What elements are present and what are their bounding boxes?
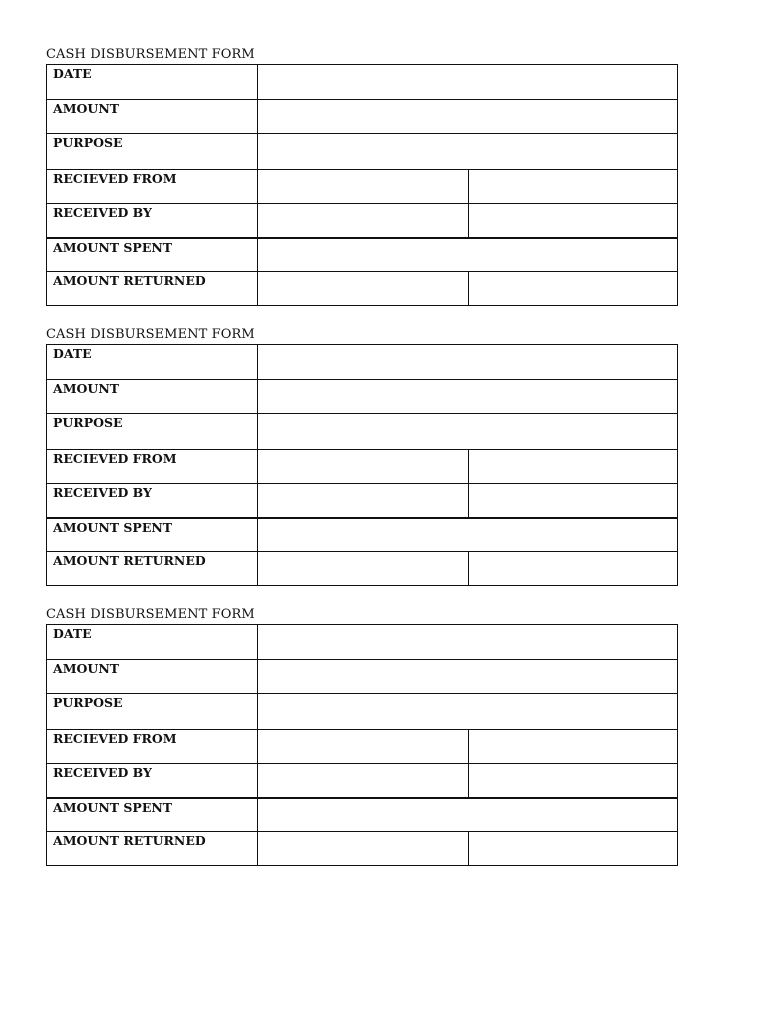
- row-amount-returned: [47, 831, 677, 865]
- row-received-by: [47, 483, 677, 517]
- date-field[interactable]: [258, 345, 677, 379]
- purpose-label: PURPOSE: [47, 414, 258, 449]
- purpose-field[interactable]: [258, 414, 677, 449]
- form-title: CASH DISBURSEMENT FORM: [46, 607, 255, 622]
- amount-label: AMOUNT: [47, 100, 258, 133]
- amount-spent-field[interactable]: [258, 519, 677, 551]
- purpose-label: PURPOSE: [47, 694, 258, 729]
- row-amount: [47, 99, 677, 133]
- amount-label: AMOUNT: [47, 380, 258, 413]
- row-received-from: [47, 449, 677, 483]
- received-from-field-2[interactable]: [468, 450, 677, 483]
- amount-returned-field-2[interactable]: [468, 552, 677, 585]
- row-amount-returned: [47, 271, 677, 305]
- amount-field[interactable]: [258, 380, 677, 413]
- row-date: [47, 625, 677, 659]
- amount-spent-label: AMOUNT SPENT: [47, 239, 258, 271]
- received-from-field-1[interactable]: [258, 170, 468, 203]
- received-from-field-2[interactable]: [468, 170, 677, 203]
- received-by-field-1[interactable]: [258, 204, 468, 237]
- amount-spent-field[interactable]: [258, 239, 677, 271]
- received-from-label: RECIEVED FROM: [47, 170, 258, 203]
- amount-returned-field-2[interactable]: [468, 272, 677, 305]
- row-received-by: [47, 763, 677, 797]
- amount-returned-label: AMOUNT RETURNED: [47, 272, 258, 305]
- row-amount-spent: [47, 237, 677, 271]
- date-field[interactable]: [258, 65, 677, 99]
- amount-returned-field-2[interactable]: [468, 832, 677, 865]
- received-by-field-2[interactable]: [468, 764, 677, 797]
- amount-returned-field-1[interactable]: [258, 832, 468, 865]
- cash-disbursement-form-2: [46, 326, 678, 586]
- received-by-field-2[interactable]: [468, 204, 677, 237]
- amount-field[interactable]: [258, 100, 677, 133]
- row-amount-returned: [47, 551, 677, 585]
- date-label: DATE: [47, 625, 258, 659]
- amount-field[interactable]: [258, 660, 677, 693]
- row-amount: [47, 659, 677, 693]
- row-purpose: [47, 693, 677, 729]
- amount-returned-label: AMOUNT RETURNED: [47, 552, 258, 585]
- form-table: [46, 64, 678, 306]
- amount-spent-label: AMOUNT SPENT: [47, 799, 258, 831]
- cash-disbursement-form-1: [46, 46, 678, 306]
- received-by-field-2[interactable]: [468, 484, 677, 517]
- amount-spent-field[interactable]: [258, 799, 677, 831]
- received-from-field-2[interactable]: [468, 730, 677, 763]
- date-field[interactable]: [258, 625, 677, 659]
- cash-disbursement-form-3: [46, 606, 678, 866]
- amount-spent-label: AMOUNT SPENT: [47, 519, 258, 551]
- row-amount-spent: [47, 517, 677, 551]
- received-from-label: RECIEVED FROM: [47, 450, 258, 483]
- row-purpose: [47, 133, 677, 169]
- received-from-field-1[interactable]: [258, 730, 468, 763]
- received-from-field-1[interactable]: [258, 450, 468, 483]
- received-by-field-1[interactable]: [258, 764, 468, 797]
- form-title: CASH DISBURSEMENT FORM: [46, 327, 255, 342]
- form-table: [46, 624, 678, 866]
- received-by-label: RECEIVED BY: [47, 484, 258, 517]
- row-received-from: [47, 729, 677, 763]
- received-by-label: RECEIVED BY: [47, 204, 258, 237]
- row-date: [47, 65, 677, 99]
- amount-label: AMOUNT: [47, 660, 258, 693]
- row-received-from: [47, 169, 677, 203]
- received-by-label: RECEIVED BY: [47, 764, 258, 797]
- date-label: DATE: [47, 345, 258, 379]
- row-amount-spent: [47, 797, 677, 831]
- received-from-label: RECIEVED FROM: [47, 730, 258, 763]
- form-table: [46, 344, 678, 586]
- row-received-by: [47, 203, 677, 237]
- amount-returned-field-1[interactable]: [258, 552, 468, 585]
- row-date: [47, 345, 677, 379]
- amount-returned-label: AMOUNT RETURNED: [47, 832, 258, 865]
- form-title: CASH DISBURSEMENT FORM: [46, 47, 255, 62]
- received-by-field-1[interactable]: [258, 484, 468, 517]
- purpose-label: PURPOSE: [47, 134, 258, 169]
- date-label: DATE: [47, 65, 258, 99]
- purpose-field[interactable]: [258, 134, 677, 169]
- purpose-field[interactable]: [258, 694, 677, 729]
- amount-returned-field-1[interactable]: [258, 272, 468, 305]
- row-amount: [47, 379, 677, 413]
- row-purpose: [47, 413, 677, 449]
